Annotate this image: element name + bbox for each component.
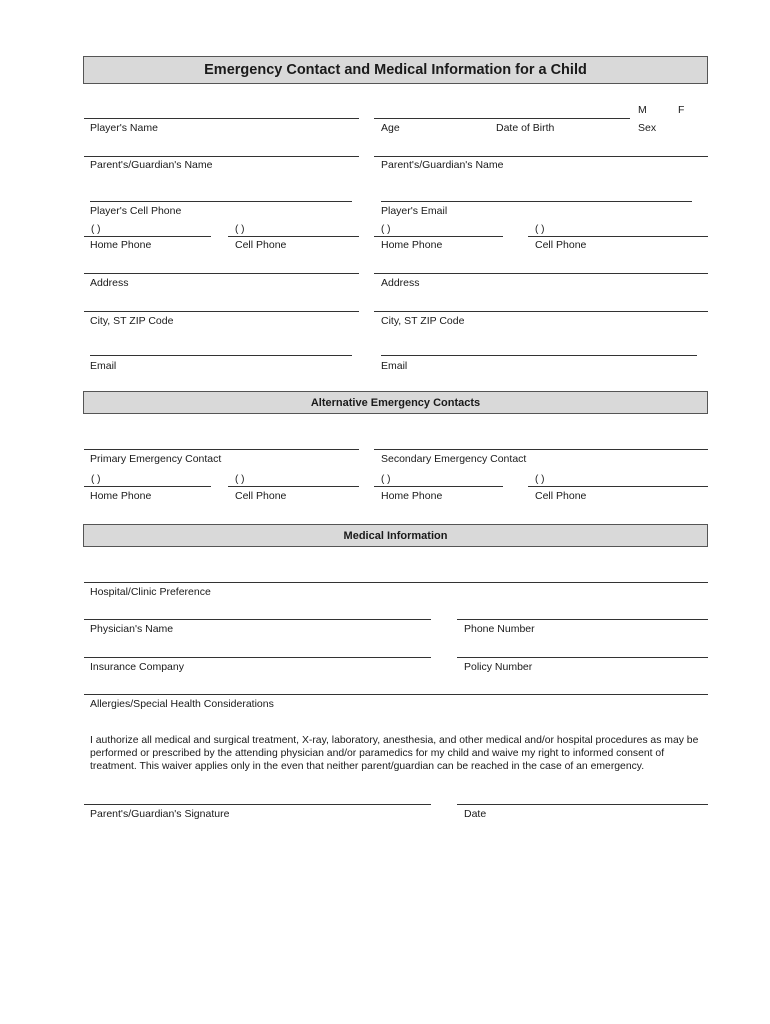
alt-cell-phone-1-label: Cell Phone <box>235 490 287 502</box>
age-label: Age <box>381 122 400 134</box>
alt-home-phone-2-label: Home Phone <box>381 490 443 502</box>
area-code-paren: ( ) <box>381 474 391 485</box>
allergies-field[interactable] <box>84 694 708 695</box>
policy-number-field[interactable] <box>457 657 708 658</box>
signature-field[interactable] <box>84 804 431 805</box>
home-phone-2-field[interactable] <box>374 236 503 237</box>
signature-label: Parent's/Guardian's Signature <box>90 808 230 820</box>
parent-guardian-name-2-label: Parent's/Guardian's Name <box>381 159 504 171</box>
players-email-label: Player's Email <box>381 205 448 217</box>
email-1-field[interactable] <box>90 355 352 356</box>
players-cell-phone-label: Player's Cell Phone <box>90 205 182 217</box>
city-st-zip-2-field[interactable] <box>374 311 708 312</box>
age-dob-field[interactable] <box>374 118 630 119</box>
alt-cell-phone-2-label: Cell Phone <box>535 490 587 502</box>
secondary-contact-label: Secondary Emergency Contact <box>381 453 527 465</box>
area-code-paren: ( ) <box>91 474 101 485</box>
alt-home-phone-2-field[interactable] <box>374 486 503 487</box>
home-phone-1-field[interactable] <box>84 236 211 237</box>
secondary-contact-field[interactable] <box>374 449 708 450</box>
physician-label: Physician's Name <box>90 623 174 635</box>
authorization-paragraph: I authorize all medical and surgical treatment, X-ray, laboratory, anesthesia, and other medical and/or hospital procedures as may be performed or prescribed by the attending physician and/or paramedics for my child and waive my right to informed consent of treatment. This waiver applies only in the even that neither parent/guardian can be reached in the case of an emergency. <box>90 735 699 772</box>
alt-home-phone-1-label: Home Phone <box>90 490 152 502</box>
insurance-field[interactable] <box>84 657 431 658</box>
city-st-zip-2-label: City, ST ZIP Code <box>381 315 465 327</box>
parent-guardian-name-2-field[interactable] <box>374 156 708 157</box>
address-2-field[interactable] <box>374 273 708 274</box>
home-phone-1-label: Home Phone <box>90 239 152 251</box>
area-code-paren: ( ) <box>381 224 391 235</box>
medical-info-heading: Medical Information <box>83 524 708 547</box>
parent-guardian-name-1-field[interactable] <box>84 156 359 157</box>
players-name-field[interactable] <box>84 118 359 119</box>
hospital-label: Hospital/Clinic Preference <box>90 586 211 598</box>
address-1-field[interactable] <box>84 273 359 274</box>
sex-option-male[interactable]: M <box>638 104 647 116</box>
cell-phone-1-label: Cell Phone <box>235 239 287 251</box>
area-code-paren: ( ) <box>235 474 245 485</box>
home-phone-2-label: Home Phone <box>381 239 443 251</box>
city-st-zip-1-field[interactable] <box>84 311 359 312</box>
alt-cell-phone-2-field[interactable] <box>528 486 708 487</box>
alt-contacts-heading: Alternative Emergency Contacts <box>83 391 708 414</box>
cell-phone-1-field[interactable] <box>228 236 359 237</box>
date-of-birth-label: Date of Birth <box>496 122 555 134</box>
policy-number-label: Policy Number <box>464 661 533 673</box>
email-1-label: Email <box>90 360 117 372</box>
primary-contact-field[interactable] <box>84 449 359 450</box>
phone-number-label: Phone Number <box>464 623 535 635</box>
players-name-label: Player's Name <box>90 122 158 134</box>
city-st-zip-1-label: City, ST ZIP Code <box>90 315 174 327</box>
allergies-label: Allergies/Special Health Considerations <box>90 698 274 710</box>
date-field[interactable] <box>457 804 708 805</box>
alt-home-phone-1-field[interactable] <box>84 486 211 487</box>
players-email-field[interactable] <box>381 201 692 202</box>
address-1-label: Address <box>90 277 129 289</box>
date-label: Date <box>464 808 487 820</box>
hospital-field[interactable] <box>84 582 708 583</box>
area-code-paren: ( ) <box>535 224 545 235</box>
phone-number-field[interactable] <box>457 619 708 620</box>
form-title: Emergency Contact and Medical Information for a Child <box>83 56 708 84</box>
alt-cell-phone-1-field[interactable] <box>228 486 359 487</box>
address-2-label: Address <box>381 277 420 289</box>
area-code-paren: ( ) <box>235 224 245 235</box>
primary-contact-label: Primary Emergency Contact <box>90 453 222 465</box>
email-2-field[interactable] <box>381 355 697 356</box>
cell-phone-2-field[interactable] <box>528 236 708 237</box>
insurance-label: Insurance Company <box>90 661 184 673</box>
physician-field[interactable] <box>84 619 431 620</box>
sex-option-female[interactable]: F <box>678 104 685 116</box>
players-cell-phone-field[interactable] <box>90 201 352 202</box>
parent-guardian-name-1-label: Parent's/Guardian's Name <box>90 159 213 171</box>
cell-phone-2-label: Cell Phone <box>535 239 587 251</box>
sex-label: Sex <box>638 122 657 134</box>
area-code-paren: ( ) <box>91 224 101 235</box>
area-code-paren: ( ) <box>535 474 545 485</box>
email-2-label: Email <box>381 360 408 372</box>
